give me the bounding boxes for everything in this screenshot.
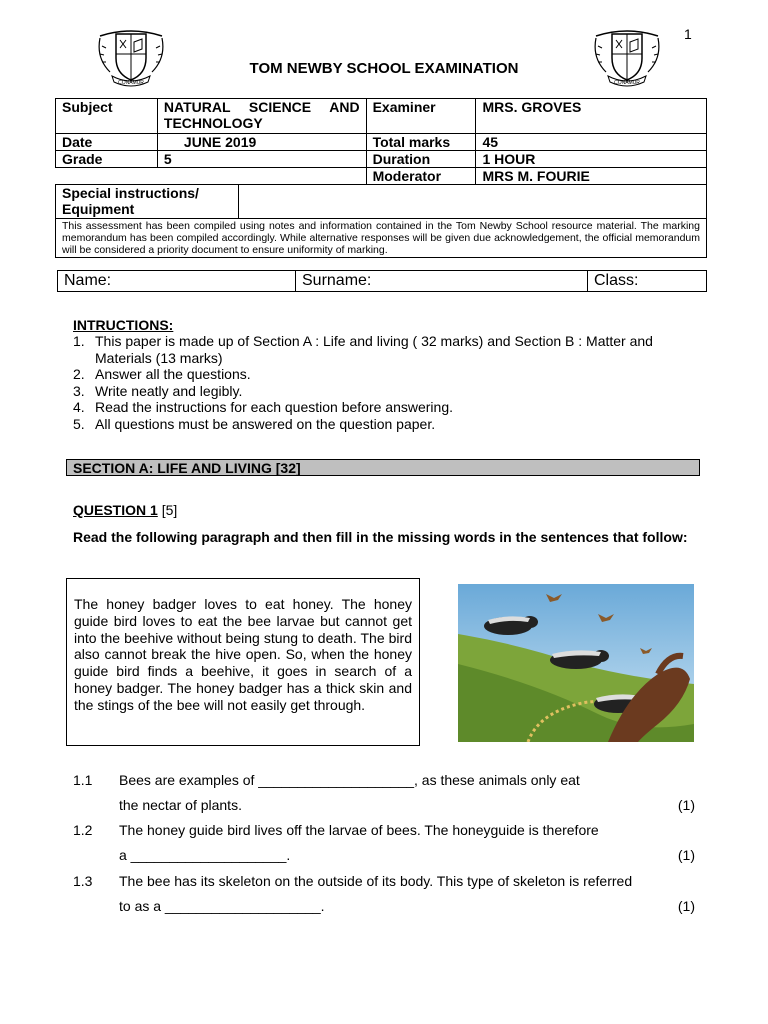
- surname-field[interactable]: Surname:: [296, 271, 588, 291]
- reading-paragraph: The honey badger loves to eat honey. The honey guide bird loves to eat the bee larvae but cannot get into the beehive without being stung to death. The bird also cannot break the hive open. So, when the honey guide bird finds a beehive, it goes in search of a honey badger. The honey badger has a thick skin and the stings of the bee will not easily get through.: [66, 578, 420, 746]
- examiner-label: Examiner: [366, 99, 476, 134]
- subject-label: Subject: [56, 99, 158, 134]
- duration-label: Duration: [366, 151, 476, 168]
- list-item: 2. Answer all the questions.: [73, 366, 251, 382]
- question-1-3: 1.3 The bee has its skeleton on the outside of its body. This type of skeleton is referred to as a ____________________. (1): [73, 873, 695, 914]
- school-crest-left-icon: [94, 24, 168, 88]
- assessment-note: This assessment has been compiled using notes and information contained in the Tom Newby School resource material. The marking memorandum has been compiled accordingly. While alternative responses will be given due acknowledgement, the official memorandum will be considered a priority document to ensure uniformity of marking.: [56, 219, 707, 258]
- name-field[interactable]: Name:: [58, 271, 296, 291]
- list-item: 5. All questions must be answered on the question paper.: [73, 415, 436, 432]
- question-1-2: 1.2 The honey guide bird lives off the larvae of bees. The honeyguide is therefore a ____________________. (1): [73, 822, 695, 863]
- special-instructions-value: [238, 185, 706, 219]
- question-1-instruction: Read the following paragraph and then fill in the missing words in the sentences that follow:: [73, 529, 688, 545]
- duration-value: 1 HOUR: [476, 151, 707, 168]
- list-item: 1. This paper is made up of Section A : Life and living ( 32 marks) and Section B : Matter and Materials (13 marks): [73, 333, 653, 366]
- page-number: 1: [684, 26, 692, 42]
- question-1-label: QUESTION 1: [73, 502, 158, 518]
- crest-motto: CONAMUR: [614, 80, 640, 86]
- list-item: 4. Read the instructions for each question before answering.: [73, 399, 453, 415]
- total-marks-value: 45: [476, 134, 707, 151]
- total-marks-label: Total marks: [366, 134, 476, 151]
- subject-value: NATURAL SCIENCE AND TECHNOLOGY: [157, 99, 366, 134]
- grade-label: Grade: [56, 151, 158, 168]
- section-a-header: SECTION A: LIFE AND LIVING [32]: [66, 459, 700, 476]
- examiner-value: MRS. GROVES: [476, 99, 707, 134]
- date-label: Date: [56, 134, 158, 151]
- question-1-marks: [5]: [161, 502, 178, 518]
- instructions-list: [73, 333, 703, 432]
- moderator-value: MRS M. FOURIE: [476, 168, 707, 185]
- honey-badger-illustration: [458, 584, 694, 742]
- grade-value: 5: [157, 151, 366, 168]
- class-field[interactable]: Class:: [594, 272, 639, 289]
- name-box: [57, 270, 707, 292]
- list-item: 3. Write neatly and legibly.: [73, 382, 243, 399]
- page-title: TOM NEWBY SCHOOL EXAMINATION: [249, 60, 519, 77]
- school-crest-right-icon: [590, 24, 664, 88]
- question-1-1: 1.1 Bees are examples of ____________________, as these animals only eat the nectar of plants. (1): [73, 772, 695, 813]
- exam-info-table: [55, 98, 707, 258]
- instructions-heading: INTRUCTIONS:: [73, 317, 174, 333]
- date-value: JUNE 2019: [157, 134, 366, 151]
- special-instructions-label: Special instructions/ Equipment: [56, 185, 239, 219]
- crest-motto: CONAMUR: [118, 80, 144, 86]
- moderator-label: Moderator: [366, 168, 476, 185]
- question-1-heading: [73, 502, 177, 518]
